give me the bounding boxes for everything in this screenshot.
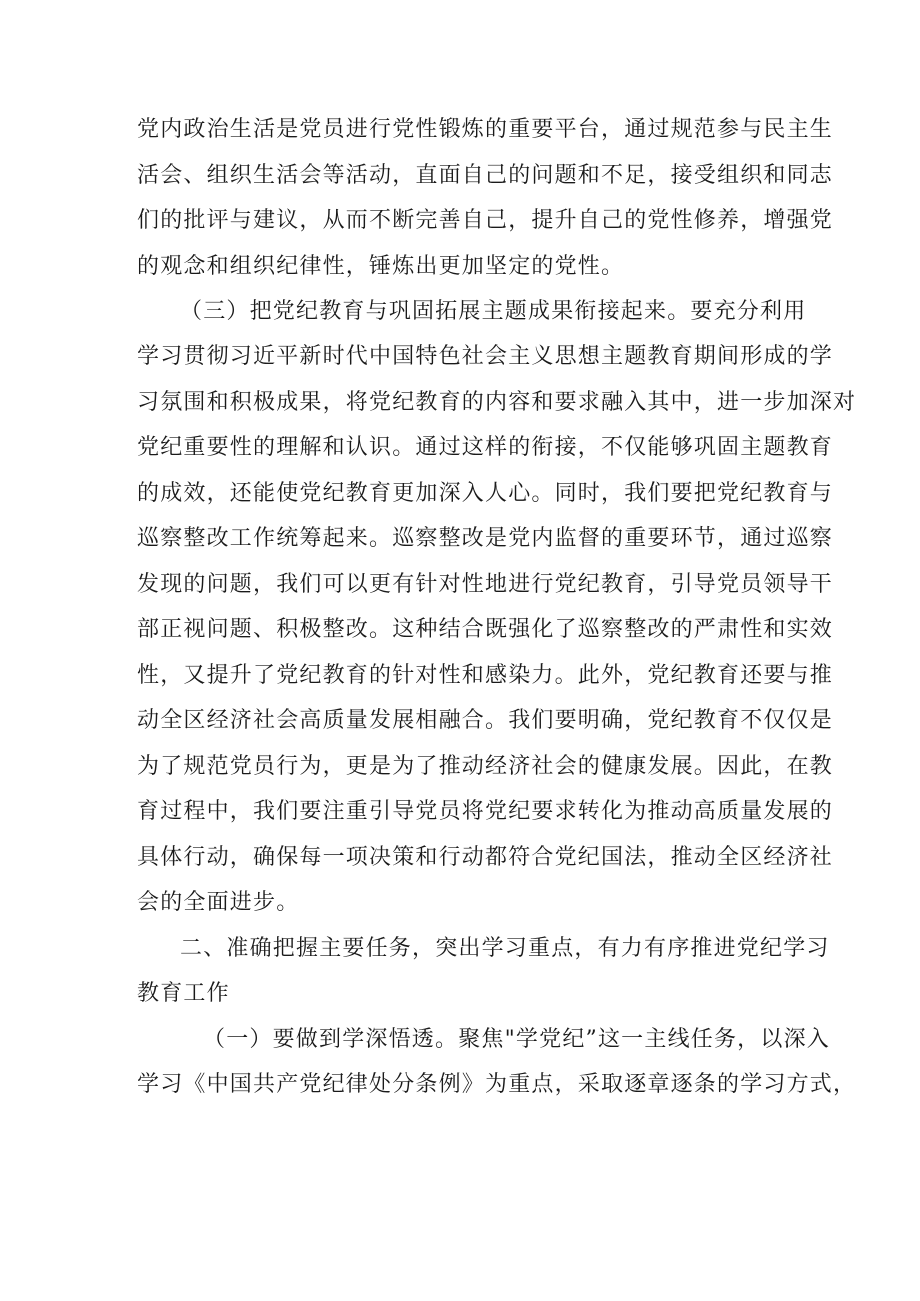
paragraph-line: 部正视问题、积极整改。这种结合既强化了巡察整改的严肃性和实效 [137, 617, 834, 642]
paragraph-line: 具体行动，确保每一项决策和行动都符合党纪国法，推动全区经济社 [137, 845, 834, 870]
paragraph-line: 党纪重要性的理解和认识。通过这样的衔接，不仅能够巩固主题教育 [137, 435, 834, 460]
paragraph-line: 学习贯彻习近平新时代中国特色社会主义思想主题教育期间形成的学 [137, 344, 834, 369]
section-heading-2-continued: 教育工作 [137, 981, 230, 1006]
section-heading-2: 二、准确把握主要任务，突出学习重点，有力有序推进党纪学习 [180, 936, 830, 961]
paragraph-line: 习氛围和积极成果，将党纪教育的内容和要求融入其中，进一步加深对 [137, 390, 857, 415]
paragraph-line: 会的全面进步。 [137, 890, 300, 915]
paragraph-line: 们的批评与建议，从而不断完善自己，提升自己的党性修养，增强党 [137, 208, 834, 233]
paragraph-line: 为了规范党员行为，更是为了推动经济社会的健康发展。因此，在教 [137, 754, 834, 779]
paragraph-line: 的观念和组织纪律性，锤炼出更加坚定的党性。 [137, 254, 625, 279]
paragraph-line: 巡察整改工作统筹起来。巡察整改是党内监督的重要环节，通过巡察 [137, 526, 834, 551]
section-heading-3: （三）把党纪教育与巩固拓展主题成果衔接起来。要充分利用 [180, 299, 807, 324]
section-heading-1: （一）要做到学深悟透。聚焦"学党纪”这一主线任务，以深入 [203, 1027, 830, 1052]
paragraph-line: 活会、组织生活会等活动，直面自己的问题和不足，接受组织和同志 [137, 163, 834, 188]
paragraph-line: 党内政治生活是党员进行党性锻炼的重要平台，通过规范参与民主生 [137, 117, 834, 142]
paragraph-line: 学习《中国共产党纪律处分条例》为重点，采取逐章逐条的学习方式， [137, 1072, 857, 1097]
paragraph-line: 发现的问题，我们可以更有针对性地进行党纪教育，引导党员领导干 [137, 572, 834, 597]
paragraph-line: 育过程中，我们要注重引导党员将党纪要求转化为推动高质量发展的 [137, 799, 834, 824]
paragraph-line: 动全区经济社会高质量发展相融合。我们要明确，党纪教育不仅仅是 [137, 708, 834, 733]
paragraph-line: 的成效，还能使党纪教育更加深入人心。同时，我们要把党纪教育与 [137, 481, 834, 506]
paragraph-line: 性，又提升了党纪教育的针对性和感染力。此外，党纪教育还要与推 [137, 663, 834, 688]
